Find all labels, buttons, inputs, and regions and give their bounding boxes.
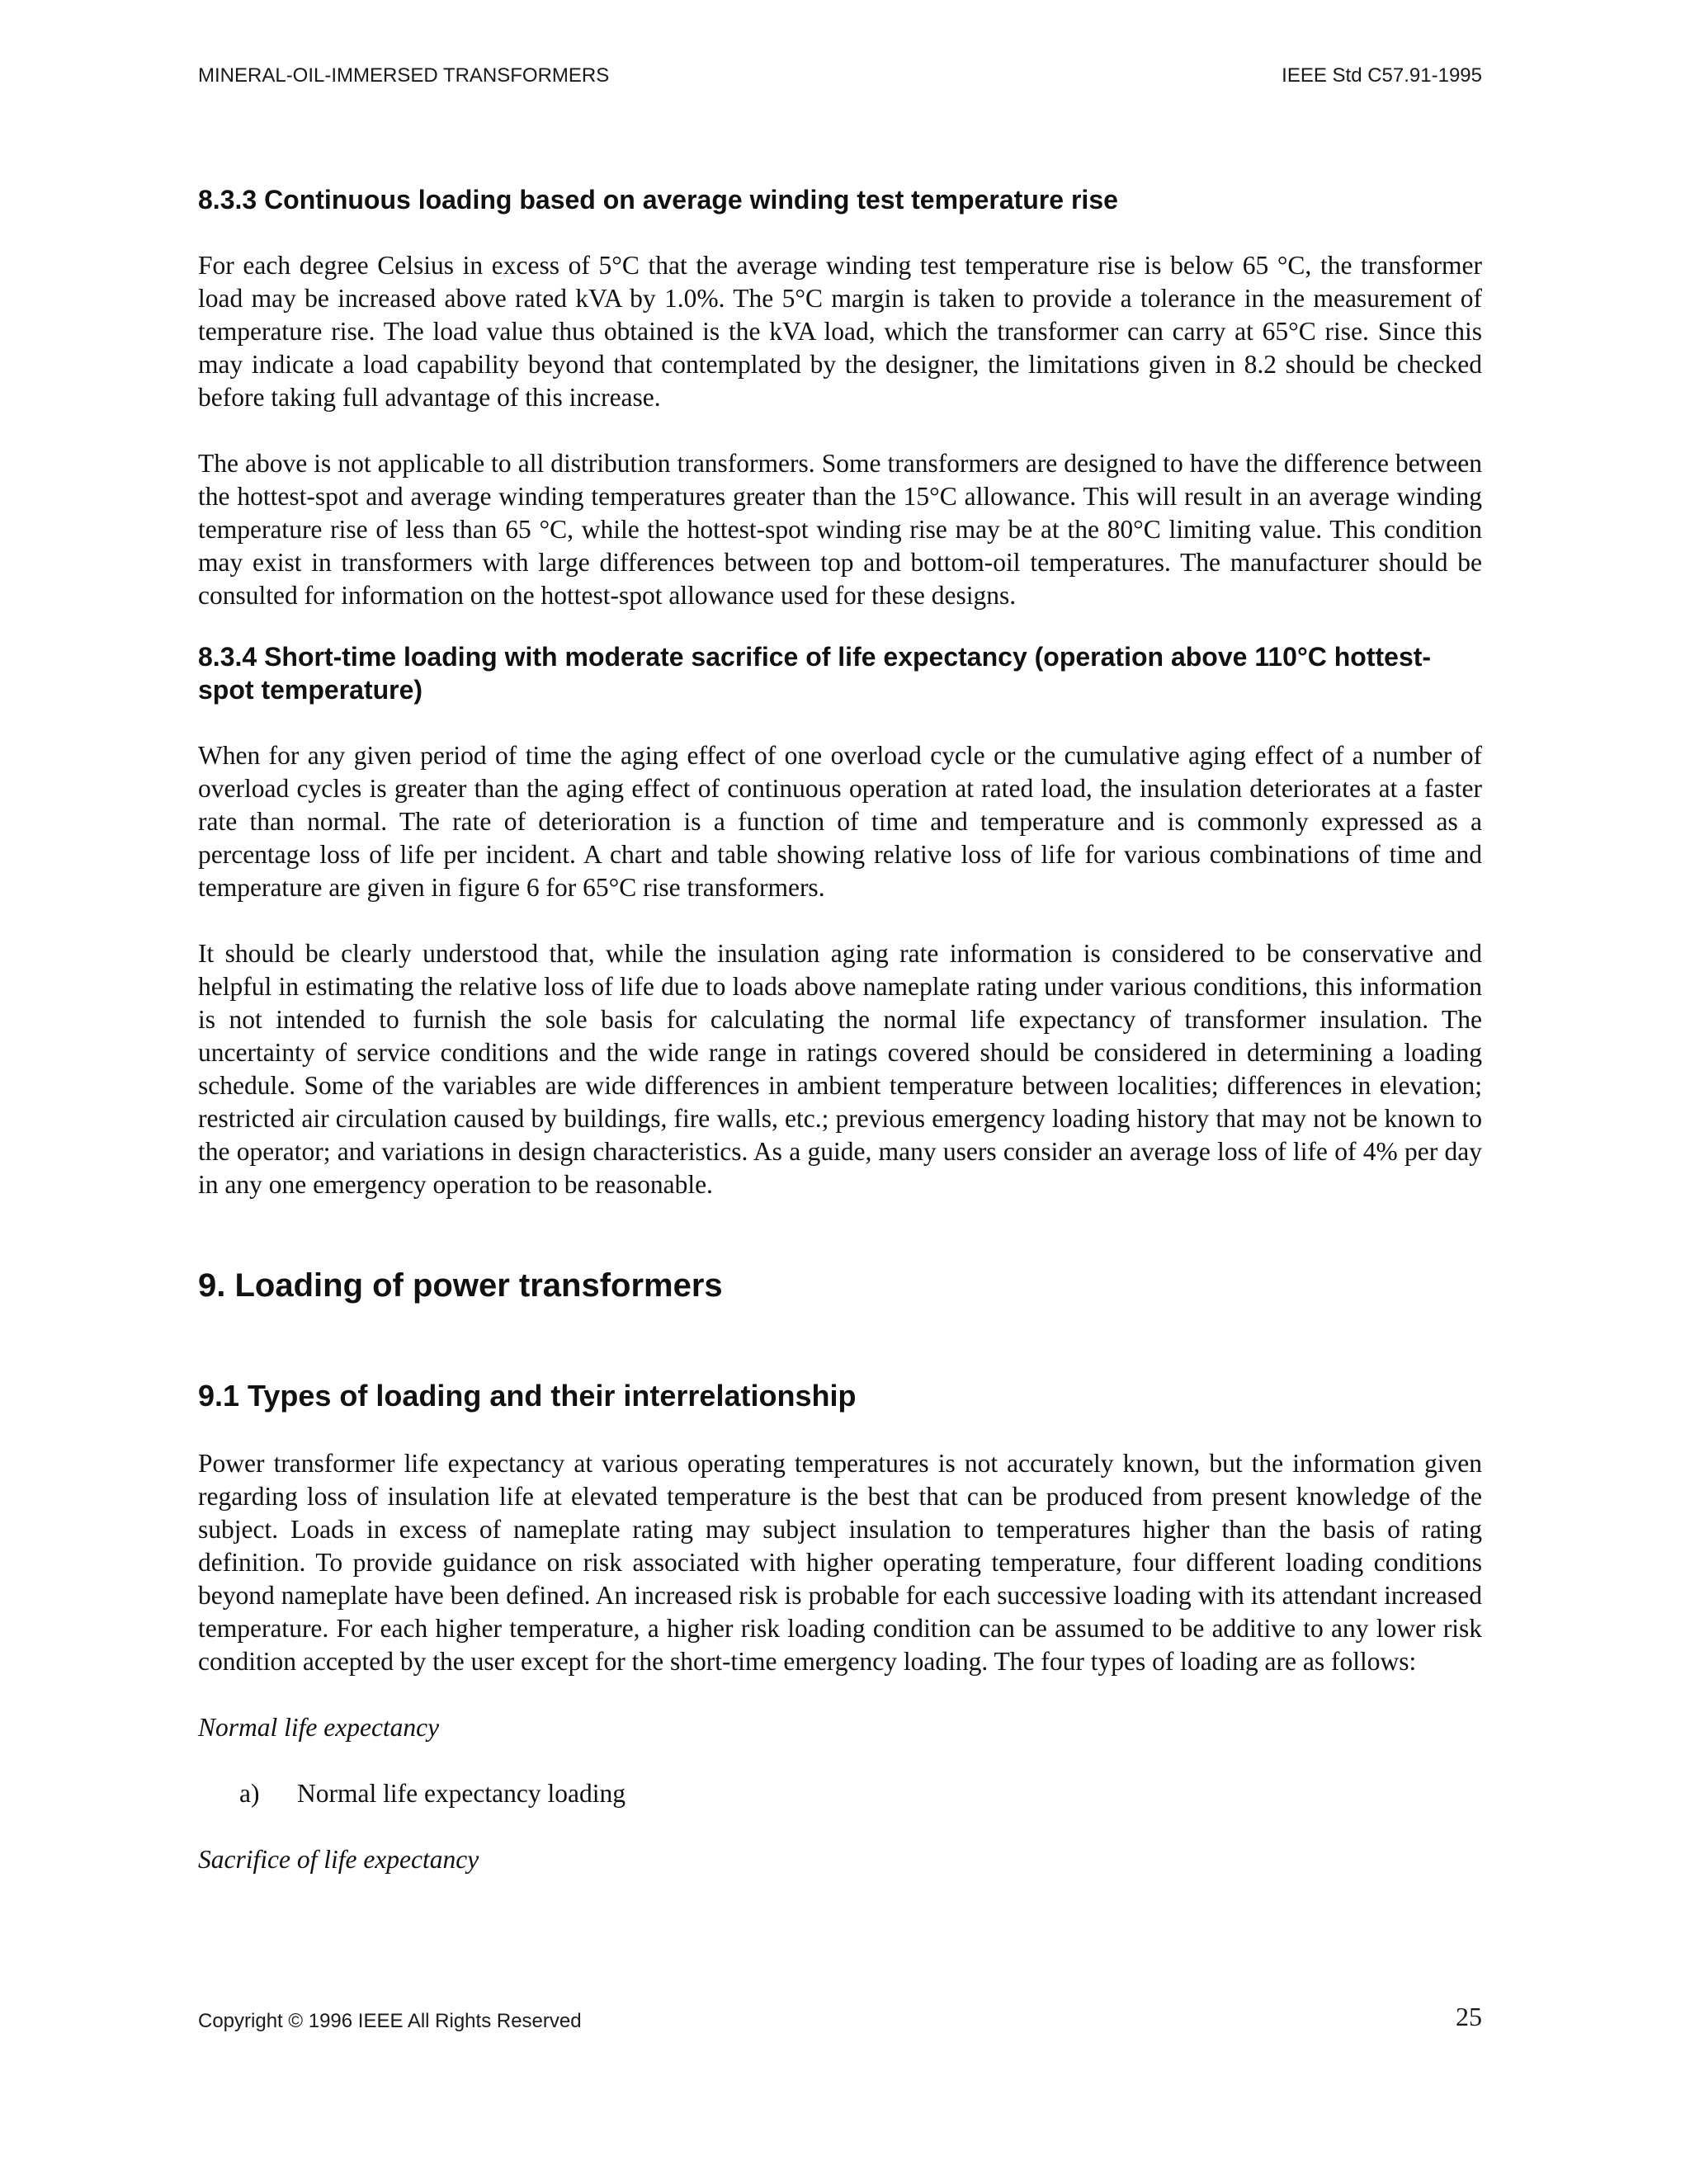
copyright-notice: Copyright © 1996 IEEE All Rights Reserved — [198, 2010, 582, 2032]
heading-8-3-4: 8.3.4 Short-time loading with moderate sacrifice of life expectancy (operation above 110°C hottest-spot temperature) — [198, 642, 1432, 705]
page-footer — [198, 2002, 1482, 2038]
list-marker-a: a) — [239, 1779, 260, 1808]
list-item-a — [198, 1777, 1482, 1810]
label-sacrifice-of-life-expectancy: Sacrifice of life expectancy — [198, 1845, 479, 1874]
heading-8-3-3: 8.3.3 Continuous loading based on average winding test temperature rise — [198, 185, 1118, 215]
list-item-a-text: Normal life expectancy loading — [297, 1779, 625, 1808]
paragraph-9-1-1: Power transformer life expectancy at various operating temperatures is not accurately known, but the information given regarding loss of insulation life at elevated temperature is the best that can be produced from present knowledge of the subject. Loads in excess of nameplate rating may subject insulation to temperatures higher than the basis of rating definition. To provide guidance on risk associated with higher operating temperature, four different loading conditions beyond nameplate have been defined. An increased risk is probable for each successive loading with its attendant increased temperature. For each higher temperature, a higher risk loading condition can be assumed to be additive to any lower risk condition accepted by the user except for the short-time emergency loading. The four types of loading are as follows: — [198, 1449, 1482, 1676]
page-number: 25 — [1456, 2002, 1482, 2031]
paragraph-8-3-4-1: When for any given period of time the aging effect of one overload cycle or the cumulative aging effect of a number of overload cycles is greater than the aging effect of continuous operation at rated load, the insulation deteriorates at a faster rate than normal. The rate of deterioration is a function of time and temperature and is commonly expressed as a percentage loss of life per incident. A chart and table showing relative loss of life for various combinations of time and temperature are given in figure 6 for 65°C rise transformers. — [198, 741, 1482, 902]
heading-9: 9. Loading of power transformers — [198, 1267, 723, 1304]
heading-9-1: 9.1 Types of loading and their interrelationship — [198, 1379, 857, 1413]
page-content — [198, 183, 1482, 1876]
running-header — [198, 64, 1482, 97]
header-standard-id: IEEE Std C57.91-1995 — [1282, 64, 1482, 87]
paragraph-8-3-4-2: It should be clearly understood that, while the insulation aging rate information is considered to be conservative and helpful in estimating the relative loss of life due to loads above nameplate rating under various conditions, this information is not intended to furnish the sole basis for calculating the normal life expectancy of transformer insulation. The uncertainty of service conditions and the wide range in ratings covered should be considered in determining a loading schedule. Some of the variables are wide differences in ambient temperature between localities; differences in elevation; restricted air circulation caused by buildings, fire walls, etc.; previous emergency loading history that may not be known to the operator; and variations in design characteristics. As a guide, many users consider an average loss of life of 4% per day in any one emergency operation to be reasonable. — [198, 939, 1482, 1199]
label-normal-life-expectancy: Normal life expectancy — [198, 1713, 440, 1742]
header-title: MINERAL-OIL-IMMERSED TRANSFORMERS — [198, 64, 610, 87]
paragraph-8-3-3-2: The above is not applicable to all distribution transformers. Some transformers are designed to have the difference between the hottest-spot and average winding temperatures greater than the 15°C allowance. This will result in an average winding temperature rise of less than 65 °C, while the hottest-spot winding rise may be at the 80°C limiting value. This condition may exist in transformers with large differences between top and bottom-oil temperatures. The manufacturer should be consulted for information on the hottest-spot allowance used for these designs. — [198, 449, 1482, 610]
paragraph-8-3-3-1: For each degree Celsius in excess of 5°C that the average winding test temperature rise is below 65 °C, the transformer load may be increased above rated kVA by 1.0%. The 5°C margin is taken to provide a tolerance in the measurement of temperature rise. The load value thus obtained is the kVA load, which the transformer can carry at 65°C rise. Since this may indicate a load capability beyond that contemplated by the designer, the limitations given in 8.2 should be checked before taking full advantage of this increase. — [198, 251, 1482, 412]
